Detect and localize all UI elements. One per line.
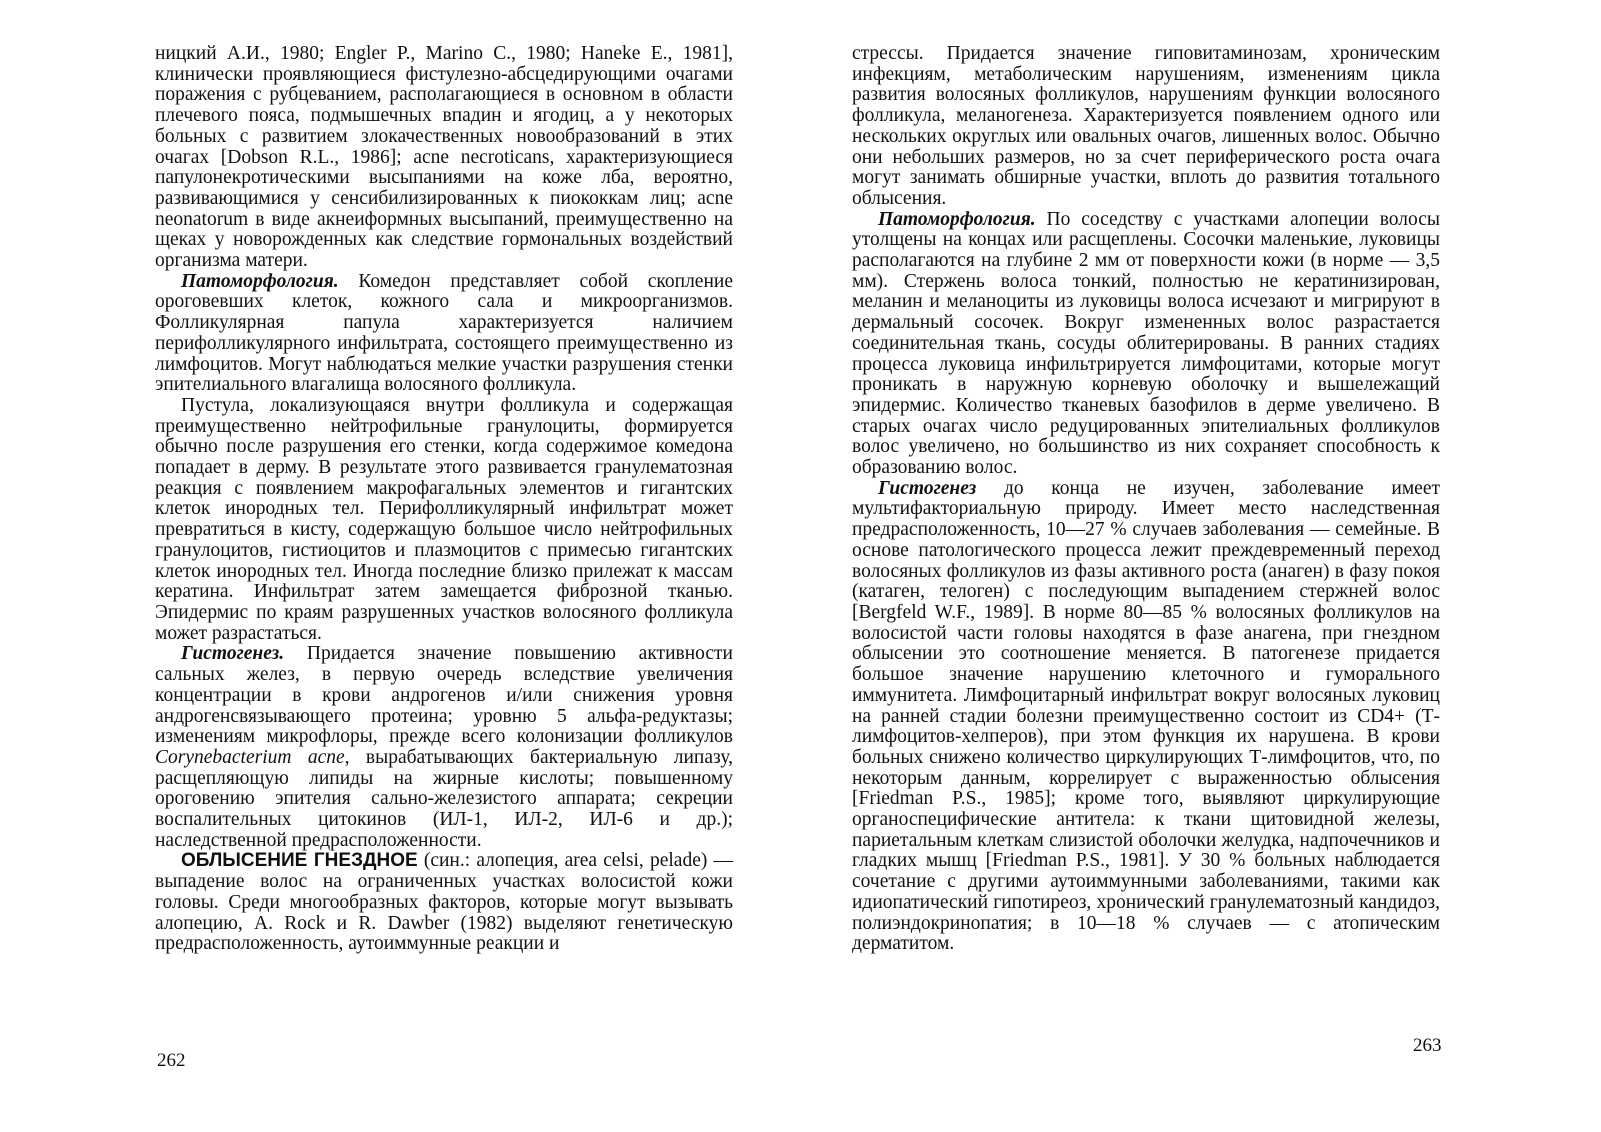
paragraph: ницкий А.И., 1980; Engler P., Marino С., 1980; Haneke E., 1981], клинически проявляющиеся фистулезно-абсцедирующими очагами поражения с рубцеванием, располагающиеся в основном в области плечевого пояса, подмышечных впадин и ягодиц, а у некоторых больных с развитием злокачественных новообразований в этих очагах [Dobson R.L., 1986]; acne necroticans, характеризующиеся папулонекротическими высыпаниями на коже лба, вероятно, развивающимися у сенсибилизированных к пиококкам лиц; acne neonatorum в виде акнеиформных высыпаний, преимущественно на щеках у новорожденных как следствие гормональных воздействий организма матери. (155, 43, 733, 272)
paragraph-text: Придается значение повышению активности сальных желез, в первую очередь вследствие увеличения концентрации в крови андрогенов и/или снижения уровня андрогенсвязывающего протеина; уровню 5 альфа-редуктазы; изменениям микрофлоры, прежде всего колонизации фолликулов (155, 643, 733, 748)
paragraph (155, 272, 733, 396)
paragraph: стрессы. Придается значение гиповитаминозам, хроническим инфекциям, метаболическим нарушениям, изменениям цикла развития волосяных фолликулов, нарушениям функции волосяного фолликула, меланогенеза. Характеризуется появлением одного или нескольких округлых или овальных очагов, лишенных волос. Обычно они небольших размеров, но за счет периферического роста очага могут занимать обширные участки, вплоть до развития тотального облысения. (852, 43, 1440, 209)
paragraph-text: (син.: алопеция, area celsi, pelade) — выпадение волос на ограниченных участках волосистой кожи головы. Среди многообразных факторов, которые могут вызывать алопецию, A. Rock и R. Dawber (1982) выделяют генетическую предрасположенность, аутоиммунные реакции и (155, 850, 733, 955)
paragraph-text: По соседству с участками алопеции волосы утолщены на концах или расщеплены. Сосочки маленькие, луковицы располагаются на глубине 2 мм от поверхности кожи (в норме — 3,5 мм). Стержень волоса тонкий, полностью не кератинизирован, меланин и меланоциты из луковицы волоса исчезают и мигрируют в дермальный сосочек. Вокруг измененных волос разрастается соединительная ткань, сосуды облитерированы. В ранних стадиях процесса луковица инфильтрируется лимфоцитами, которые могут проникать в наружную корневую оболочку и вышележащий эпидермис. Количество тканевых базофилов в дерме увеличено. В старых очагах число редуцированных эпителиальных фолликулов волос увеличено, но большинство из них сохраняет способность к образованию волос. (852, 208, 1440, 479)
paragraph (155, 644, 733, 851)
paragraph: Пустула, локализующаяся внутри фолликула и содержащая преимущественно нейтрофильные гранулоциты, формируется обычно после разрушения его стенки, когда содержимое комедона попадает в дерму. В результате этого развивается гранулематозная реакция с появлением макрофагальных элементов и гигантских клеток инородных тел. Перифолликулярный инфильтрат может превратиться в кисту, содержащую большое число нейтрофильных гранулоцитов, гистиоцитов и плазмоцитов с примесью гигантских клеток инородных тел. Иногда последние близко прилежат к массам кератина. Инфильтрат затем замещается фиброзной тканью. Эпидермис по краям разрушенных участков волосяного фолликула может разрастаться. (155, 394, 733, 644)
entry-heading-alopecia: ОБЛЫСЕНИЕ ГНЕЗДНОЕ (181, 850, 418, 872)
left-page (155, 44, 733, 955)
section-heading-pathomorphology: Патоморфология. (878, 208, 1036, 230)
paragraph (155, 851, 733, 955)
page-number-left: 262 (157, 1050, 186, 1071)
section-heading-histogenesis: Гистогенез (878, 477, 977, 499)
paragraph-text: Комедон представляет собой скопление ороговевших клеток, кожного сала и микроорганизмов. Фолликулярная папула характеризуется наличием перифолликулярного инфильтрата, состоящего преимущественно из лимфоцитов. Могут наблюдаться мелкие участки разрушения стенки эпителиального влагалища волосяного фолликула. (155, 270, 733, 396)
section-heading-pathomorphology: Патоморфология. (181, 270, 339, 292)
species-name: Corynebacterium acne (155, 746, 345, 768)
paragraph-text: до конца не изучен, заболевание имеет мультифакториальную природу. Имеет место наследственная предрасположенность, 10—27 % случаев заболевания — семейные. В основе патологического процесса лежит преждевременный переход волосяных фолликулов из фазы активного роста (анаген) в фазу покоя (катаген, телоген) с последующим выпадением стержней волос [Bergfeld W.F., 1989]. В норме 80—85 % волосяных фолликулов на волосистой части головы находятся в фазе анагена, при гнездном облысении это соотношение меняется. В патогенезе придается большое значение нарушению клеточного и гуморального иммунитета. Лимфоцитарный инфильтрат вокруг волосяных луковиц на ранней стадии болезни преимущественно состоит из CD4+ (Т-лимфоцитов-хелперов), при этом функция их нарушена. В крови больных снижено количество циркулирующих Т-лимфоцитов, что, по некоторым данным, коррелирует с выраженностью облысения [Friedman P.S., 1985]; кроме того, выявляют циркулирующие органоспецифические антитела: к ткани щитовидной железы, париетальным клеткам слизистой оболочки желудка, надпочечников и гладких мышц [Friedman P.S., 1981]. У 30 % больных наблюдается сочетание с другими аутоиммунными заболеваниями, такими как идиопатический гипотиреоз, хронический гранулематозный кандидоз, полиэндокринопатия; в 10—18 % случаев — с атопическим дерматитом. (852, 477, 1440, 955)
paragraph (852, 210, 1440, 479)
section-heading-histogenesis: Гистогенез. (181, 643, 285, 665)
paragraph (852, 479, 1440, 955)
page-number-right: 263 (1413, 1035, 1442, 1056)
paragraph-text: , вырабатывающих бактериальную липазу, расщепляющую липиды на жирные кислоты; повышенному ороговению эпителия сально-железистого аппарата; секреции воспалительных цитокинов (ИЛ-1, ИЛ-2, ИЛ-6 и др.); наследственной предрасположенности. (155, 746, 733, 851)
right-page (852, 44, 1440, 955)
